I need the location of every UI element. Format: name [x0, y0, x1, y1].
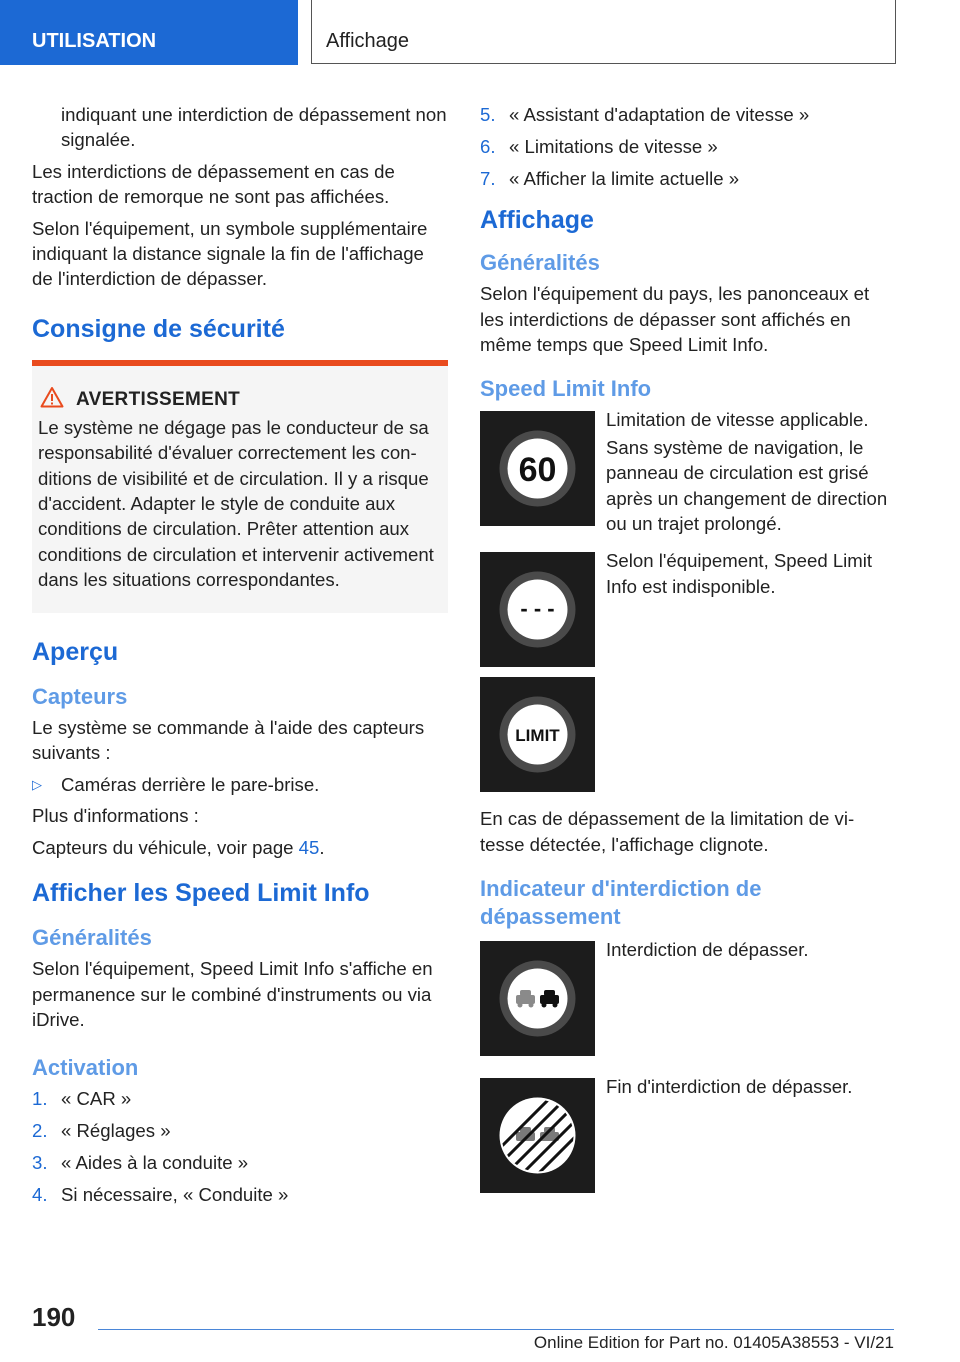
unavailable-sign-icon [480, 552, 595, 667]
footer-divider [98, 1329, 894, 1330]
no-overtaking-sign-icon [480, 941, 595, 1056]
step-number: 6. [480, 135, 496, 157]
step-number: 7. [480, 167, 496, 189]
generalites-paragraph-right: Selon l'équipement du pays, les panonceaux et les interdictions de dépasser sont affichés en même temps que Speed Limit Info. [480, 283, 870, 356]
page-link-45[interactable]: 45 [298, 836, 320, 858]
heading-indicateur: Indicateur d'interdiction de dépassement [480, 876, 762, 930]
capteurs-paragraph: Le système se commande à l'aide des capteurs suivants : [32, 716, 425, 764]
step-text: « Aides à la conduite » [61, 1152, 249, 1174]
heading-activation: Activation [32, 1055, 139, 1081]
fig1-paragraph-1: Limitation de vitesse applicable. [606, 409, 869, 431]
step-item [480, 134, 890, 159]
page-number: 190 [32, 1302, 76, 1332]
fig2-paragraph-1: Selon l'équipement, Speed Limit Info est indisponible. [606, 550, 873, 597]
step-number: 2. [32, 1120, 48, 1142]
limit-sign-image [480, 677, 595, 792]
warning-text: Le système ne dégage pas le conducteur de sa responsabilité d'évaluer correctement les conditions de visibilité et de circulation. Il y a risque d'accident. Adapter le style de conduite aux conditions de circulation. Prêter attention aux conditions de circulation et intervenir activement dans les situations correspondantes. [38, 416, 434, 591]
step-text: « CAR » [61, 1088, 132, 1110]
warning-title: AVERTISSEMENT [76, 388, 241, 410]
warning-title-row [38, 386, 440, 411]
step-item [32, 1182, 448, 1207]
step-text: Si nécessaire, « Conduite » [61, 1184, 289, 1206]
symbol-paragraph: Selon l'équipement, un symbole supplémentaire indiquant la distance signale la fin de l'affichage de l'interdiction de dépasser. [32, 217, 428, 290]
figure-unavailable-text [606, 552, 890, 667]
right-column [480, 102, 890, 1203]
chapter-header [311, 0, 896, 64]
fig5-paragraph-1: Fin d'interdiction de dépasser. [606, 1076, 853, 1098]
figure-speed-60 [480, 411, 890, 542]
step-item [480, 102, 890, 127]
speed-limit-60-sign-image [480, 411, 595, 526]
figure-end-no-overtaking [480, 1078, 890, 1193]
chapter-title: Affichage [326, 30, 410, 52]
generalites-paragraph-left: Selon l'équipement, Speed Limit Info s'affiche en permanence sur le combiné d'instruments ou via iDrive. [32, 958, 433, 1031]
fig4-paragraph-1: Interdiction de dépasser. [606, 939, 809, 961]
step-text: « Afficher la limite actuelle » [509, 167, 740, 189]
sign-60-label: 60 [518, 451, 557, 490]
end-no-overtaking-sign-icon [480, 1078, 595, 1193]
no-overtaking-sign-image [480, 941, 595, 1056]
step-item [32, 1086, 448, 1111]
heading-afficher: Afficher les Speed Limit Info [32, 879, 370, 908]
heading-speed-limit-info: Speed Limit Info [480, 376, 652, 402]
more-info-label: Plus d'informations : [32, 805, 199, 827]
section-tab [0, 0, 298, 65]
heading-affichage: Affichage [480, 206, 594, 235]
sensors-ref-text: Capteurs du véhicule, voir page [32, 836, 299, 858]
edition-footer: Online Edition for Part no. 01405A38553 - VI/21 [533, 1333, 894, 1352]
warning-box [32, 360, 448, 613]
figure-unavailable [480, 552, 890, 667]
intro-continuation: indiquant une interdiction de dépassement non signalée. [61, 104, 447, 151]
bullet-text: Caméras derrière le pare-brise. [61, 773, 320, 795]
trailer-paragraph: Les interdictions de dépassement en cas de traction de remorque ne sont pas affichées. [32, 160, 395, 208]
step-number: 4. [32, 1184, 48, 1206]
step-text: « Assistant d'adaptation de vitesse » [509, 104, 810, 125]
figure-no-overtaking [480, 941, 890, 1056]
left-column [32, 102, 448, 1214]
sign-dashes-label: - - - [520, 596, 555, 622]
step-number: 3. [32, 1152, 48, 1174]
heading-safety: Consigne de sécurité [32, 314, 285, 343]
blink-paragraph: En cas de dépassement de la limitation de vitesse détectée, l'affichage clignote. [480, 808, 855, 855]
fig1-paragraph-2: Sans système de navigation, le panneau de circulation est grisé après un changement de direction ou un trajet prolongé. [606, 436, 888, 535]
limit-sign-icon [480, 677, 595, 792]
sign-limit-label: LIMIT [515, 726, 560, 746]
figure-limit [480, 677, 890, 792]
sensors-ref-suffix: . [319, 836, 325, 858]
figure-speed-60-text [606, 411, 890, 542]
sensors-reference [32, 835, 448, 860]
heading-apercu: Aperçu [32, 637, 119, 666]
heading-generalites-left: Généralités [32, 925, 152, 951]
figure-no-overtaking-text [606, 941, 890, 1056]
heading-generalites-right: Généralités [480, 250, 600, 276]
step-number: 5. [480, 104, 496, 125]
speed-unavailable-sign-image [480, 552, 595, 667]
step-text: « Limitations de vitesse » [509, 135, 718, 157]
step-item [480, 166, 890, 191]
section-title: UTILISATION [32, 30, 157, 52]
step-text: « Réglages » [61, 1120, 171, 1142]
end-no-overtaking-sign-image [480, 1078, 595, 1193]
heading-capteurs: Capteurs [32, 683, 128, 709]
list-item-camera [32, 772, 448, 797]
warning-triangle-icon [40, 386, 64, 408]
step-number: 1. [32, 1088, 48, 1110]
speed-limit-sign-icon [480, 411, 595, 526]
step-item [32, 1150, 448, 1175]
step-item [32, 1118, 448, 1143]
figure-end-no-overtaking-text [606, 1078, 890, 1193]
bullet-triangle-icon: ▷ [32, 776, 42, 792]
